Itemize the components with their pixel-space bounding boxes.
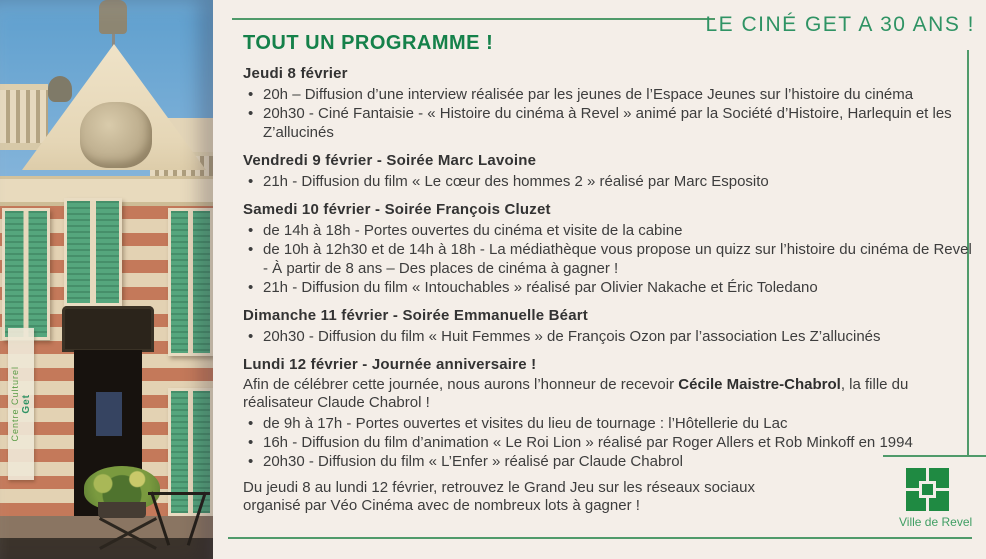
day-section-jeudi [243,64,977,142]
day-section-dimanche [243,306,977,346]
banner-text: Get [21,394,32,414]
day-heading: Lundi 12 février - Journée anniversaire ! [243,356,537,373]
day-section-samedi [243,200,977,297]
anniversary-intro [243,376,977,412]
ville-de-revel-logo [899,468,973,529]
event-item: • 16h - Diffusion du film d’animation « Le Roi Lion » réalisé par Roger Allers et Rob Minkoff en 1994 [243,433,977,452]
event-item: • 20h30 - Diffusion du film « L’Enfer » réalisé par Claude Chabrol [243,452,977,471]
anniversary-title: LE CINÉ GET A 30 ANS ! [705,13,975,36]
event-list [243,327,977,346]
event-item: • de 14h à 18h - Portes ouvertes du cinéma et visite de la cabine [243,221,977,240]
bottom-divider [228,537,972,539]
day-heading: Dimanche 11 février - Soirée Emmanuelle Béart [243,307,588,324]
event-item: • 20h30 - Diffusion du film « Huit Femmes » de François Ozon par l’association Les Z’allucinés [243,327,977,346]
day-section-lundi [243,355,977,471]
day-heading: Vendredi 9 février - Soirée Marc Lavoine [243,152,537,169]
intro-text: , la fille du réalisateur Claude Chabrol ! [243,376,909,411]
event-list [243,172,977,191]
event-item: • de 9h à 17h - Portes ouvertes et visites du lieu de tournage : l’Hôtellerie du Lac [243,414,977,433]
footer-line: organisé par Véo Cinéma avec de nombreux lots à gagner ! [243,497,640,514]
event-item: • 21h - Diffusion du film « Intouchables » réalisé par Olivier Nakache et Éric Toledano [243,278,977,297]
page-title: TOUT UN PROGRAMME ! [243,32,494,54]
event-list [243,414,977,471]
photo-shading [0,0,213,559]
intro-text: Afin de célébrer cette journée, nous aurons l’honneur de recevoir [243,376,679,393]
guest-name: Cécile Maistre-Chabrol [678,376,841,393]
revel-cross-icon [906,468,949,511]
event-item: • 20h30 - Ciné Fantaisie - « Histoire du cinéma à Revel » animé par la Société d’Histoire, Harlequin et les Z’allucinés [243,104,977,142]
logo-label: Ville de Revel [899,515,973,529]
day-heading: Samedi 10 février - Soirée François Cluzet [243,201,551,218]
day-heading: Jeudi 8 février [243,65,348,82]
building-photo [0,0,213,559]
event-item: • 21h - Diffusion du film « Le cœur des hommes 2 » réalisé par Marc Esposito [243,172,977,191]
event-item: • de 10h à 12h30 et de 14h à 18h - La médiathèque vous propose un quizz sur l’histoire du cinéma de Revel - À partir de 8 ans – Des places de cinéma à gagner ! [243,240,977,278]
event-item: • 20h – Diffusion d’une interview réalisée par les jeunes de l’Espace Jeunes sur l’histoire du cinéma [243,85,977,104]
event-list [243,85,977,142]
program-content [243,0,977,515]
grand-jeu-note [243,479,977,515]
day-section-vendredi [243,151,977,191]
footer-line: Du jeudi 8 au lundi 12 février, retrouvez le Grand Jeu sur les réseaux sociaux [243,479,755,496]
banner-text: Centre Culturel [10,366,20,442]
event-list [243,221,977,297]
